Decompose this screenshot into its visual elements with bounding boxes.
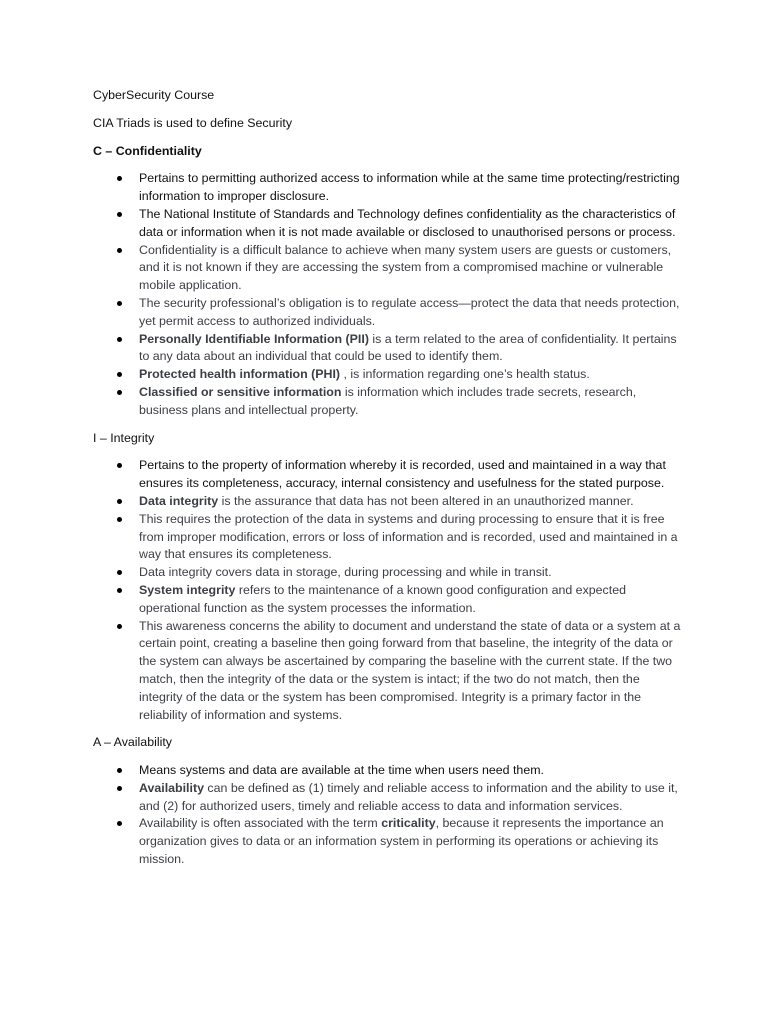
list-item (93, 170, 683, 206)
bullet-icon (117, 570, 122, 575)
bullet-icon (117, 176, 122, 181)
integrity-heading: I – Integrity (93, 430, 155, 445)
item-text: This awareness concerns the ability to document and understand the state of data or a system at a certain point, creating a baseline then going forward from that baseline, the integrity of the data or the system can always be ascertained by comparing the baseline with the current state. If the two match, then the integrity of the data or the system is intact; if the two do not match, then the integrity of the data or the system has been compromised. Integrity is a primary factor in the reliability of information and systems. (139, 618, 681, 722)
availability-heading: A – Availability (93, 735, 172, 750)
course-title: CyberSecurity Course (93, 88, 215, 102)
list-item (93, 511, 683, 564)
item-term: criticality (381, 816, 436, 831)
document-body (93, 87, 683, 879)
bullet-icon (117, 372, 122, 377)
bullet-icon (117, 212, 122, 217)
item-text: This requires the protection of the data in systems and during processing to ensure that it is free from improper modification, errors or loss of information and is recorded, used and maintained in a way that ensures its completeness. (139, 511, 678, 562)
item-text: refers to the maintenance of a known good configuration and expected operational function as the system processes the information. (139, 582, 626, 615)
intro-line: CIA Triads is used to define Security (93, 115, 293, 130)
bullet-icon (117, 821, 122, 826)
confidentiality-list (93, 170, 683, 419)
item-term: Data integrity (139, 493, 219, 508)
item-term: Availability (139, 780, 204, 795)
list-item (93, 242, 683, 295)
item-text: is a term related to the area of confidentiality. It pertains to any data about an individual that could be used to identify them. (139, 331, 677, 364)
item-term: Protected health information (PHI) (139, 367, 341, 382)
bullet-icon (117, 624, 122, 629)
list-item (93, 762, 683, 780)
list-item (93, 815, 683, 868)
bullet-icon (117, 588, 122, 593)
list-item (93, 384, 683, 420)
item-text: , is information regarding one’s health status. (340, 367, 590, 382)
bullet-icon (117, 463, 122, 468)
list-item (93, 564, 683, 582)
bullet-icon (117, 786, 122, 791)
bullet-icon (117, 337, 122, 342)
list-item (93, 366, 683, 384)
list-item (93, 618, 683, 725)
bullet-icon (117, 499, 122, 504)
bullet-icon (117, 517, 122, 522)
item-text: Pertains to permitting authorized access to information while at the same time protecting/restricting information to improper disclosure. (139, 171, 680, 204)
item-term: Personally Identifiable Information (PII) (139, 331, 369, 346)
list-item (93, 493, 683, 511)
item-text: is the assurance that data has not been altered in an unauthorized manner. (218, 493, 634, 508)
item-text: The security professional’s obligation is to regulate access—protect the data that needs protection, yet permit access to authorized individuals. (139, 295, 680, 328)
item-text: is information which includes trade secrets, research, business plans and intellectual property. (139, 384, 637, 417)
list-item (93, 582, 683, 618)
item-text: Confidentiality is a difficult balance to achieve when many system users are guests or customers, and it is not known if they are accessing the system from a compromised machine or vulnerable mobile application. (139, 242, 672, 293)
list-item (93, 780, 683, 816)
item-text: can be defined as (1) timely and reliable access to information and the ability to use it, and (2) for authorized users, timely and reliable access to data and information services. (139, 780, 678, 813)
bullet-icon (117, 301, 122, 306)
list-item (93, 295, 683, 331)
item-text: Pertains to the property of information whereby it is recorded, used and maintained in a way that ensures its completeness, accuracy, internal consistency and usefulness for the stated purpose. (139, 458, 666, 491)
item-term: Classified or sensitive information (139, 384, 342, 399)
bullet-icon (117, 248, 122, 253)
item-term: System integrity (139, 582, 236, 597)
item-text: The National Institute of Standards and Technology defines confidentiality as the characteristics of data or information when it is not made available or disclosed to unauthorised persons or process. (139, 206, 676, 239)
item-text-before: Availability is often associated with the term (139, 816, 382, 831)
bullet-icon (117, 768, 122, 773)
confidentiality-heading: C – Confidentiality (93, 143, 202, 158)
list-item (93, 206, 683, 242)
item-text: , because it represents the importance an organization gives to data or an information system in performing its operations or achieving its mission. (139, 816, 664, 867)
list-item (93, 331, 683, 367)
integrity-list (93, 457, 683, 724)
list-item (93, 457, 683, 493)
bullet-icon (117, 390, 122, 395)
item-text: Means systems and data are available at the time when users need them. (139, 763, 544, 778)
availability-list (93, 762, 683, 869)
item-text: Data integrity covers data in storage, during processing and while in transit. (139, 565, 552, 580)
